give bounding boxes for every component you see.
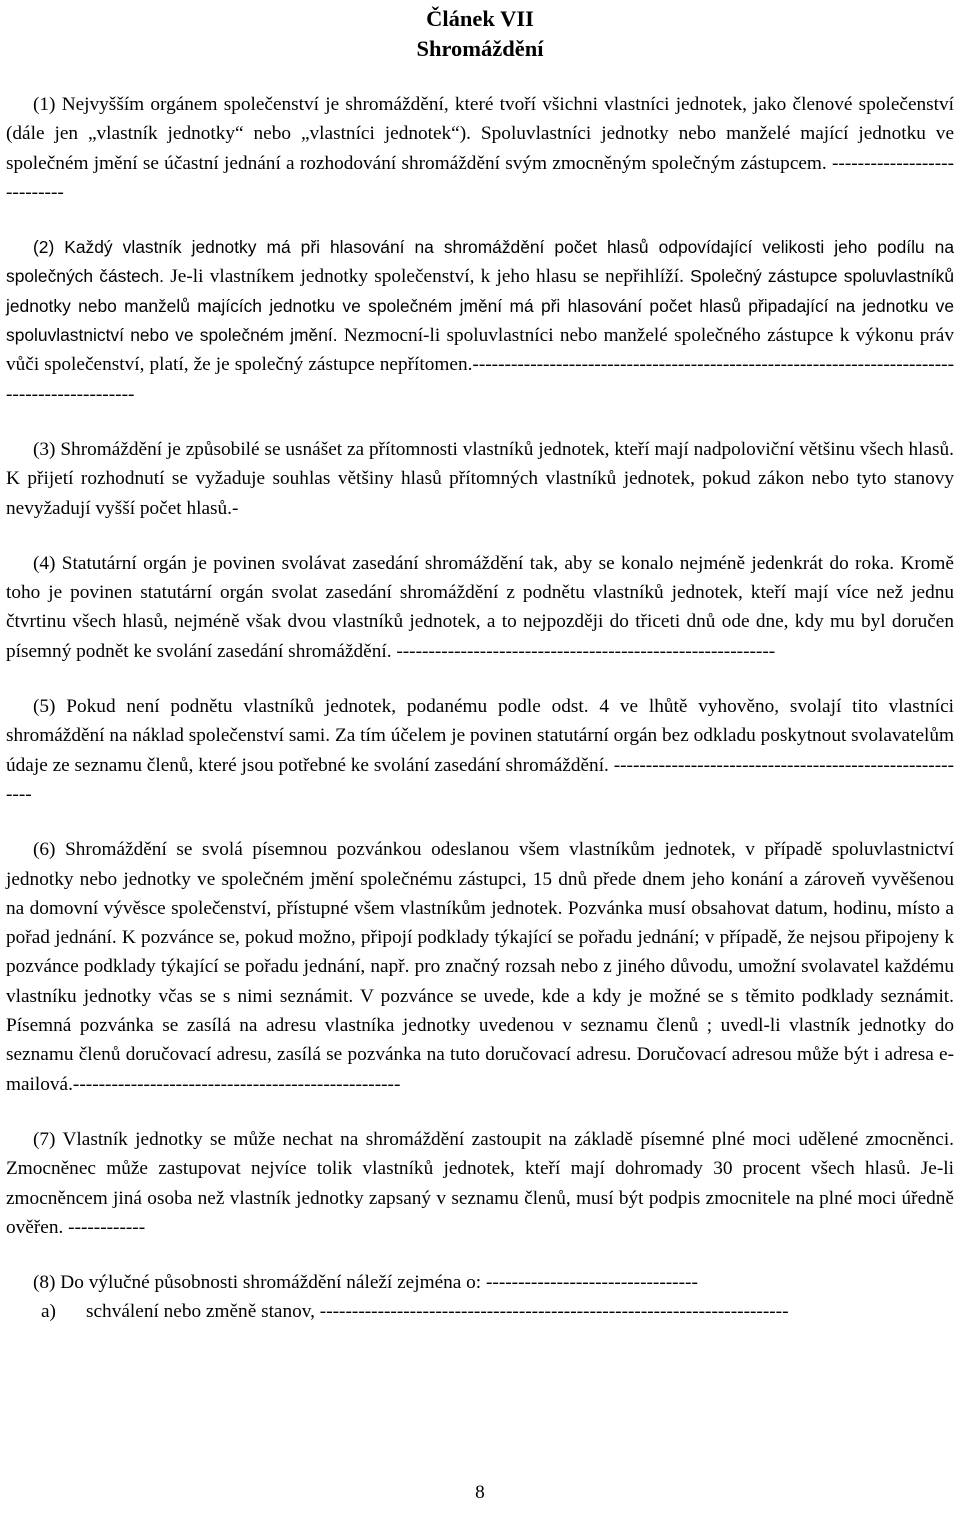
paragraph-2-part-1: (2) Každý vlastník jednotky má při hlasování na shromáždění počet hlasů odpovídající velikosti jeho podílu na společných částech. — [6, 237, 954, 287]
paragraph-8: (8) Do výlučné působnosti shromáždění náleží zejména o: --------------------------------- — [33, 1272, 698, 1294]
paragraph-2-part-4: Nezmocní-li spoluvlastníci nebo manželé společného zástupce k výkonu práv vůči společenství, platí, že je společný zástupce nepřítomen.----------------------------------------------------------------------------------------------- — [6, 325, 954, 405]
paragraph-5: (5) Pokud není podnětu vlastníků jednotek, podanému podle odst. 4 ve lhůtě vyhověno, svolají tito vlastníci shromáždění na náklad společenství sami. Za tím účelem je povinen statutární orgán bez odkladu poskytnout svolavatelům údaje ze seznamu členů, které jsou potřebné ke svolání zasedání shromáždění. --------------------------------------------------------- — [6, 696, 954, 805]
document-page — [6, 0, 954, 1517]
article-number: Článek VII — [426, 6, 534, 31]
paragraph-2-part-3: Společný zástupce spoluvlastníků jednotky nebo manželů majících jednotku ve společném jmění má při hlasování počet hlasů připadající na jednotku ve spoluvlastnictví nebo ve společném jmění. — [6, 266, 954, 346]
page-number: 8 — [475, 1482, 485, 1503]
list-item-a — [6, 1297, 954, 1326]
paragraph-4: (4) Statutární orgán je povinen svolávat zasedání shromáždění tak, aby se konalo nejméně jedenkrát do roka. Kromě toho je povinen statutární orgán svolat zasedání shromáždění z podnětu vlastníků jednotek, kteří mají více než jednu čtvrtinu všech hlasů, nejméně však dvou vlastníků jednotek, a to nejpozději do třiceti dnů ode dne, kdy mu byl doručen písemný podnět ke svolání zasedání shromáždění. ----------------------------------------------------------- — [6, 552, 954, 662]
article-heading — [6, 0, 954, 64]
paragraph-7: (7) Vlastník jednotky se může nechat na shromáždění zastoupit na základě písemné plné moci udělené zmocněnci. Zmocněnec může zastupovat nejvíce tolik vlastníků jednotek, kteří mají dohromady 30 procent všech hlasů. Je-li zmocněncem jiná osoba než vlastník jednotky zapsaný v seznamu členů, musí být podpis zmocnitele na plné moci úředně ověřen. ------------ — [6, 1128, 954, 1238]
article-title: Shromáždění — [416, 36, 544, 61]
paragraph-2-part-2: Je-li vlastníkem jednotky společenství, k jeho hlasu se nepřihlíží. — [164, 266, 684, 288]
list-item-text: schválení nebo změně stanov, ------------------------------------------------------------------------- — [86, 1301, 789, 1323]
paragraph-1: (1) Nejvyšším orgánem společenství je shromáždění, které tvoří všichni vlastníci jednotek, jako členové společenství (dále jen „vlastník jednotky“ nebo „vlastníci jednotek“). Spoluvlastníci jednotky nebo manželé mající jednotku ve společném jmění se účastní jednání a rozhodování shromáždění svým zmocněným společným zástupcem. ---------------------------- — [6, 94, 954, 203]
paragraph-2 — [6, 233, 954, 409]
paragraph-3: (3) Shromáždění je způsobilé se usnášet za přítomnosti vlastníků jednotek, kteří mají nadpoloviční většinu všech hlasů. K přijetí rozhodnutí se vyžaduje souhlas většiny hlasů přítomných vlastníků jednotek, pokud zákon nebo tyto stanovy nevyžadují vyšší počet hlasů.- — [6, 438, 954, 519]
list-item-marker: a) — [41, 1301, 56, 1323]
paragraph-6: (6) Shromáždění se svolá písemnou pozvánkou odeslanou všem vlastníkům jednotek, v případě spoluvlastnictví jednotky nebo jednotky ve společném jmění společnému zástupci, 15 dnů přede dnem jeho konání a zároveň vyvěšenou na domovní vývěsce společenství, přístupné všem vlastníkům jednotek. Pozvánka musí obsahovat datum, hodinu, místo a pořad jednání. K pozvánce se, pokud možno, připojí podklady týkající se pořadu jednání; v případě, že nejsou připojeny k pozvánce podklady týkající se pořadu jednání, např. pro značný rozsah nebo z jiného důvodu, umožní svolavatel každému vlastníku jednotky včas se s nimi seznámit. V pozvánce se uvede, kde a kdy je možné se s těmito podklady seznámit. Písemná pozvánka se zasílá na adresu vlastníka jednotky uvedenou v seznamu členů ; uvedl-li vlastník jednotky do seznamu členů doručovací adresu, zasílá se pozvánka na tuto doručovací adresu. Doručovací adresou může být i adresa e-mailová.--------------------------------------------------- — [6, 839, 954, 1095]
